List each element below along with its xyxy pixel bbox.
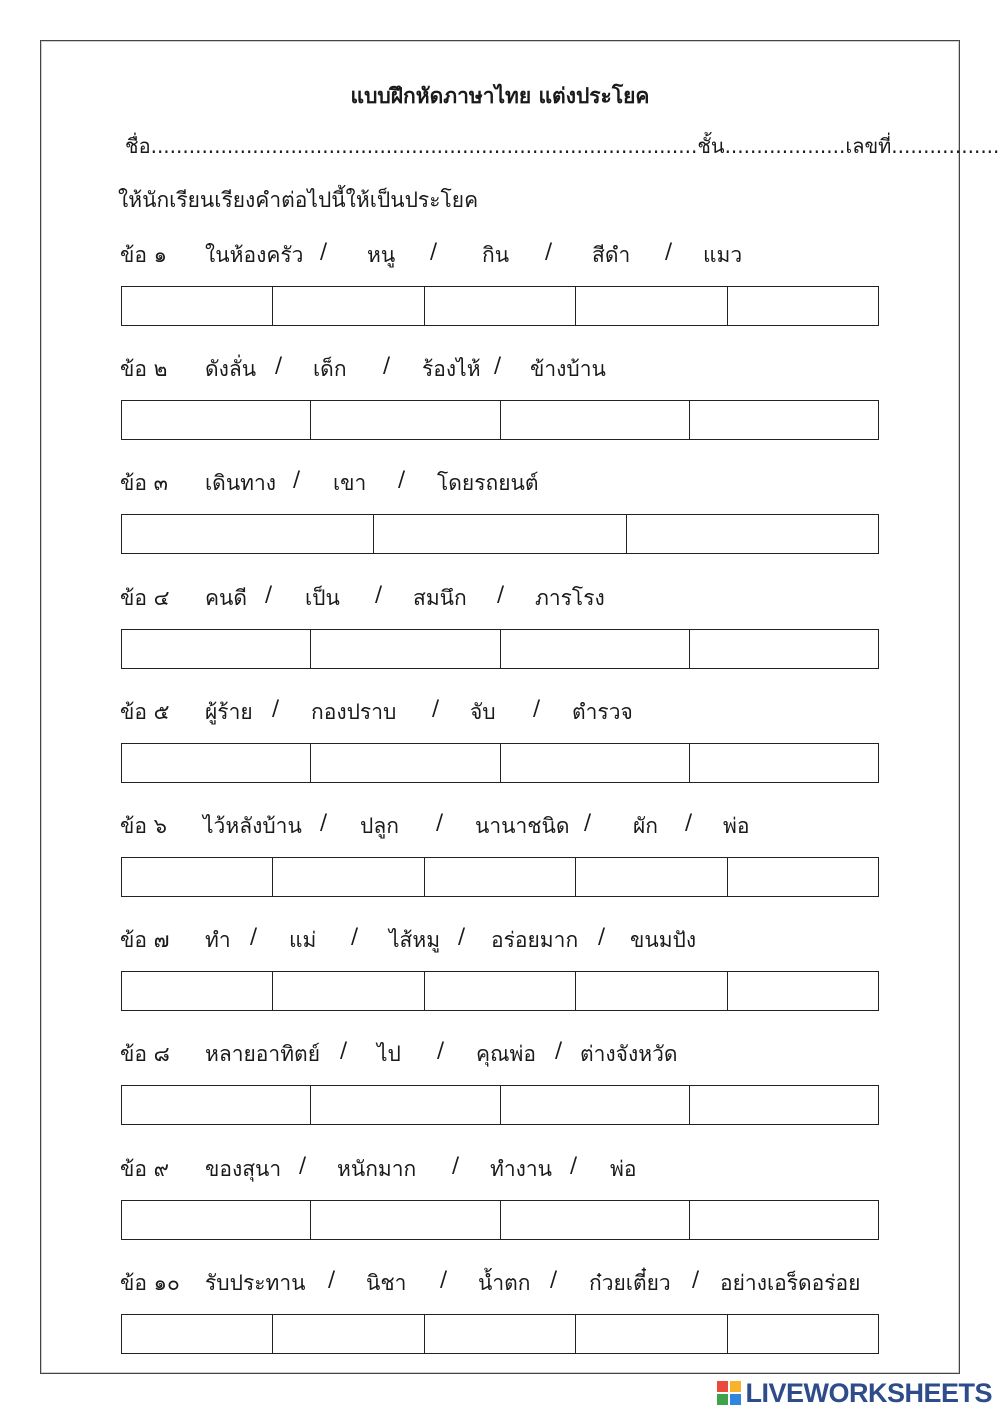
word-separator: / [570,1153,578,1177]
logo-icon [717,1381,741,1405]
word-chip: ทำงาน [490,1157,553,1181]
word-chip: คนดี [205,586,248,610]
word-separator: / [398,467,406,491]
answer-box[interactable] [576,1315,727,1353]
word-separator: / [545,239,553,263]
question-label: ข้อ ๑๐ [120,1271,180,1295]
word-chip: น้ำตก [478,1271,531,1295]
word-chip: เด็ก [313,357,347,381]
word-separator: / [665,239,673,263]
word-separator: / [436,810,444,834]
answer-box[interactable] [728,287,878,325]
word-chip: ตำรวจ [572,700,633,724]
logo-square [717,1381,728,1392]
word-chip: แมว [703,243,743,267]
word-separator: / [340,1038,348,1062]
word-chip: ผัก [633,814,659,838]
answer-box[interactable] [728,972,878,1010]
answer-box[interactable] [690,744,878,782]
answer-box[interactable] [122,515,374,553]
answer-box[interactable] [311,744,500,782]
word-separator: / [494,353,502,377]
answer-box[interactable] [122,858,273,896]
word-chip: หลายอาทิตย์ [205,1042,320,1066]
answer-box[interactable] [374,515,626,553]
answer-box[interactable] [122,401,311,439]
question-label: ข้อ ๖ [120,814,167,838]
word-chip: อย่างเอร็ดอร่อย [720,1271,861,1295]
answer-box-row [121,857,879,897]
word-separator: / [437,1038,445,1062]
answer-box[interactable] [501,401,690,439]
word-chip: หนู [367,243,396,267]
word-separator: / [555,1038,563,1062]
word-chip: สมนึก [413,586,467,610]
word-chip: นิชา [366,1271,407,1295]
word-separator: / [275,353,283,377]
word-chip: ไป [377,1042,401,1066]
answer-box-row [121,743,879,783]
answer-box[interactable] [273,972,424,1010]
instruction-text: ให้นักเรียนเรียงคำต่อไปนี้ให้เป็นประโยค [118,188,479,212]
word-chip: หนักมาก [337,1157,417,1181]
answer-box[interactable] [273,287,424,325]
answer-box[interactable] [122,1201,311,1239]
answer-box-row [121,629,879,669]
question-label: ข้อ ๔ [120,586,170,610]
word-chip: ผู้ร้าย [205,700,253,724]
question-label: ข้อ ๓ [120,471,168,495]
word-separator: / [272,696,280,720]
answer-box[interactable] [122,972,273,1010]
word-separator: / [458,924,466,948]
word-separator: / [320,239,328,263]
word-chip: ภารโรง [535,586,605,610]
answer-box[interactable] [122,630,311,668]
answer-box-row [121,1314,879,1354]
answer-box-row [121,971,879,1011]
word-separator: / [598,924,606,948]
worksheet-title: แบบฝึกหัดภาษาไทย แต่งประโยค [350,84,650,108]
word-separator: / [320,810,328,834]
word-separator: / [383,353,391,377]
word-separator: / [685,810,693,834]
word-chip: คุณพ่อ [476,1042,536,1066]
answer-box[interactable] [690,1086,878,1124]
logo-square [730,1381,741,1392]
word-chip: ข้างบ้าน [530,357,606,381]
question-label: ข้อ ๑ [120,243,167,267]
word-separator: / [430,239,438,263]
word-chip: ขนมปัง [630,928,697,952]
word-separator: / [328,1267,336,1291]
word-chip: โดยรถยนต์ [437,471,539,495]
word-separator: / [452,1153,460,1177]
answer-box[interactable] [576,972,727,1010]
word-separator: / [692,1267,700,1291]
word-chip: ก๋วยเตี๋ยว [589,1271,671,1295]
word-chip: ไส้หมู [389,928,441,952]
logo-text: LIVEWORKSHEETS [745,1377,992,1408]
answer-box[interactable] [311,401,500,439]
word-separator: / [584,810,592,834]
word-separator: / [497,582,505,606]
question-label: ข้อ ๕ [120,700,170,724]
word-chip: ปลูก [360,814,399,838]
answer-box[interactable] [690,1201,878,1239]
answer-box-row [121,1085,879,1125]
answer-box[interactable] [501,744,690,782]
answer-box[interactable] [122,1315,273,1353]
word-chip: ของสุนา [205,1157,282,1181]
answer-box[interactable] [425,858,576,896]
word-chip: ทำ [205,928,231,952]
answer-box-row [121,1200,879,1240]
answer-box[interactable] [501,1086,690,1124]
word-chip: นานาชนิด [475,814,570,838]
answer-box[interactable] [501,1201,690,1239]
question-label: ข้อ ๒ [120,357,168,381]
word-chip: แม่ [289,928,317,952]
word-chip: ในห้องครัว [205,243,304,267]
word-chip: รับประทาน [205,1271,306,1295]
answer-box[interactable] [690,630,878,668]
answer-box[interactable] [576,287,727,325]
answer-box[interactable] [690,401,878,439]
answer-box[interactable] [425,972,576,1010]
word-chip: พ่อ [723,814,750,838]
answer-box-row [121,286,879,326]
answer-box[interactable] [425,1315,576,1353]
answer-box[interactable] [576,858,727,896]
answer-box[interactable] [728,858,878,896]
answer-box[interactable] [311,1086,500,1124]
answer-box[interactable] [311,630,500,668]
word-separator: / [550,1267,558,1291]
answer-box[interactable] [311,1201,500,1239]
word-chip: เดินทาง [205,471,277,495]
logo-square [717,1394,728,1405]
question-label: ข้อ ๙ [120,1157,170,1181]
word-chip: เป็น [305,586,340,610]
word-separator: / [250,924,258,948]
answer-box[interactable] [273,1315,424,1353]
word-separator: / [351,924,359,948]
word-separator: / [432,696,440,720]
answer-box[interactable] [728,1315,878,1353]
word-chip: อร่อยมาก [491,928,579,952]
answer-box[interactable] [501,630,690,668]
word-separator: / [299,1153,307,1177]
word-chip: ต่างจังหวัด [580,1042,678,1066]
word-separator: / [265,582,273,606]
word-separator: / [440,1267,448,1291]
question-label: ข้อ ๘ [120,1042,170,1066]
word-separator: / [375,582,383,606]
word-chip: จับ [470,700,496,724]
word-chip: ร้องไห้ [422,357,481,381]
answer-box[interactable] [425,287,576,325]
answer-box-row [121,514,879,554]
word-chip: กิน [482,243,510,267]
answer-box-row [121,400,879,440]
logo-square [730,1394,741,1405]
word-chip: เขา [333,471,367,495]
word-chip: ไว้หลังบ้าน [203,814,302,838]
answer-box[interactable] [122,287,273,325]
question-label: ข้อ ๗ [120,928,170,952]
answer-box[interactable] [122,744,311,782]
liveworksheets-logo [717,1378,992,1408]
word-chip: ดังลั่น [205,357,257,381]
word-chip: พ่อ [610,1157,637,1181]
word-separator: / [293,467,301,491]
word-chip: กองปราบ [311,700,397,724]
answer-box[interactable] [627,515,878,553]
name-class-number-line: ชื่อ......................................................................................ชั้น...................เลขที่................. [125,134,1000,158]
answer-box[interactable] [122,1086,311,1124]
word-chip: สีดำ [592,243,631,267]
word-separator: / [533,696,541,720]
answer-box[interactable] [273,858,424,896]
